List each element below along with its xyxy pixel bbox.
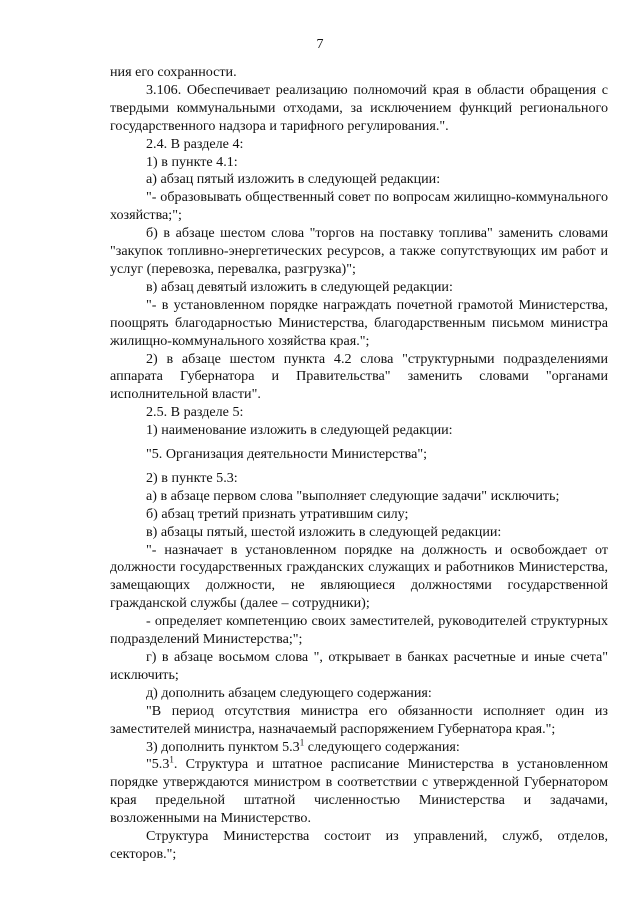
paragraph: б) в абзаце шестом слова "торгов на поставку топлива" заменить словами "закупок топливно-энергетических ресурсов, а также сопутствующих им работ и услуг (перевозка, перевалка, разгрузка)"; <box>110 225 608 277</box>
superscript: 1 <box>169 754 174 765</box>
document-body <box>110 64 608 864</box>
paragraph-add-5-3-1-before: 3) дополнить пунктом 5.3 <box>146 738 300 755</box>
paragraph: в) абзацы пятый, шестой изложить в следующей редакции: <box>146 523 502 540</box>
paragraph: 2) в пункте 5.3: <box>146 469 238 486</box>
paragraph: 2) в абзаце шестом пункта 4.2 слова "структурными подразделениями аппарата Губернатора и Правительства" заменить словами "органами исполнительной власти". <box>110 350 608 403</box>
paragraph: "- назначает в установленном порядке на должность и освобождает от должности государственных гражданских служащих и работников Министерства, замещающих должности, не являющиеся должностями государственной гражданской службы (далее – сотрудники); <box>110 541 608 612</box>
paragraph: а) в абзаце первом слова "выполняет следующие задачи" исключить; <box>146 487 560 504</box>
paragraph-5-3-1-before: "5.3 <box>146 756 170 773</box>
paragraph: г) в абзаце восьмом слова ", открывает в банках расчетные и иные счета" исключить; <box>110 649 608 683</box>
paragraph-structure: Структура Министерства состоит из управлений, служб, отделов, секторов."; <box>110 828 608 862</box>
paragraph: 2.5. В разделе 5: <box>146 404 244 421</box>
paragraph-list <box>110 64 608 739</box>
paragraph: 3.106. Обеспечивает реализацию полномочий края в области обращения с твердыми коммунальными отходами, за исключением функций регионального государственного надзора и тарифного регулирования.". <box>110 81 608 134</box>
paragraph: б) абзац третий признать утратившим силу; <box>146 505 409 522</box>
paragraph: д) дополнить абзацем следующего содержания: <box>146 684 432 701</box>
paragraph: 2.4. В разделе 4: <box>146 135 244 152</box>
paragraph-5-3-1-after: . Структура и штатное расписание Министерства в установленном порядке утверждаются министром в соответствии с утвержденной Губернатором края предельной штатной численностью Министерства и задачами, возложенными на Министерство. <box>110 756 608 827</box>
paragraph: "- в установленном порядке награждать почетной грамотой Министерства, поощрять благодарностью Министерства, благодарственным письмом министра жилищно-коммунального хозяйства края."; <box>110 296 608 349</box>
paragraph: "- образовывать общественный совет по вопросам жилищно-коммунального хозяйства;"; <box>110 189 608 224</box>
paragraph: 1) в пункте 4.1: <box>146 153 238 170</box>
superscript: 1 <box>299 736 305 747</box>
paragraph-add-5-3-1-after: следующего содержания: <box>304 738 460 755</box>
page-number: 7 <box>316 37 324 52</box>
paragraph: "В период отсутствия министра его обязанности исполняет один из заместителей министра, назначаемый распоряжением Губернатора края."; <box>110 702 608 737</box>
paragraph-add-5-3-1 <box>110 736 608 757</box>
paragraph: "5. Организация деятельности Министерства"; <box>146 446 427 463</box>
paragraph: - определяет компетенцию своих заместителей, руководителей структурных подразделений Министерства;"; <box>110 613 608 648</box>
paragraph: а) абзац пятый изложить в следующей редакции: <box>146 171 441 188</box>
paragraph: в) абзац девятый изложить в следующей редакции: <box>146 278 453 295</box>
paragraph-5-3-1-body <box>110 756 608 828</box>
paragraph: ния его сохранности. <box>110 64 237 80</box>
paragraph: 1) наименование изложить в следующей редакции: <box>146 422 453 439</box>
